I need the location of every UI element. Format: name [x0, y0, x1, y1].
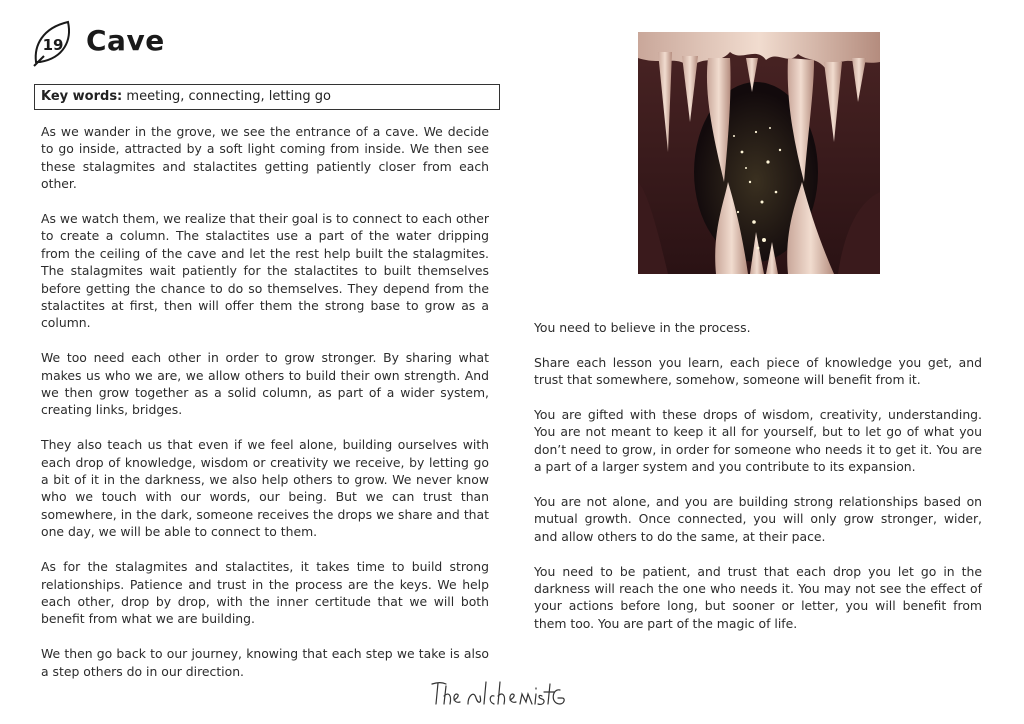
- keywords-box: [34, 84, 500, 110]
- paragraph: Share each lesson you learn, each piece of knowledge you get, and trust that somewhere, somehow, someone will benefit from it.: [534, 354, 982, 388]
- right-column-text: [534, 319, 982, 650]
- left-column-text: [41, 123, 489, 697]
- leaf-number-icon: [30, 18, 76, 68]
- paragraph: You need to believe in the process.: [534, 320, 751, 335]
- paragraph: As for the stalagmites and stalactites, it takes time to build strong relationships. Patience and trust in the process are the keys. We help each other, drop by drop, with the inner certitude that we will both benefit from what we are building.: [41, 559, 489, 627]
- paragraph: We too need each other in order to grow stronger. By sharing what makes us who we are, we allow others to build their own strength. And we then grow together as a solid column, as part of a wider system, creating links, bridges.: [41, 350, 489, 418]
- paragraph: As we watch them, we realize that their goal is to connect to each other to create a column. The stalactites use a part of the water dripping from the ceiling of the cave and let the rest help built the stalagmites. The stalagmites wait patiently for the stalactites to built themselves before getting the chance to do so themselves. They depend from the stalactites at first, then will offer them the strong base to grow as a column.: [41, 211, 489, 331]
- paragraph: As we wander in the grove, we see the entrance of a cave. We decide to go inside, attracted by a soft light coming from inside. We then see these stalagmites and stalactites getting patiently closer from each other.: [41, 124, 489, 192]
- paragraph: You are gifted with these drops of wisdom, creativity, understanding. You are not meant to keep it all for yourself, but to let go of what you don’t need to grow, in order for someone who needs it to get it. You are a part of a larger system and you contribute to its expansion.: [534, 407, 982, 475]
- paragraph: We then go back to our journey, knowing that each step we take is also a step others do in our direction.: [41, 646, 489, 679]
- paragraph: You need to be patient, and trust that each drop you let go in the darkness will reach the one who needs it. You may not see the effect of your actions before long, but sooner or letter, you will benefit from them too. You are part of the magic of life.: [534, 563, 982, 631]
- cave-illustration: [638, 32, 880, 274]
- paragraph: They also teach us that even if we feel alone, building ourselves with each drop of knowledge, wisdom or creativity we receive, by letting go a bit of it in the darkness, we also help others to grow. We never know who we touch with our words, our being. But we can trust than somewhere, in the dark, someone receives the drops we share and that one day, we will be able to connect to them.: [41, 437, 489, 540]
- signature-text: The alchemist Grove: [428, 676, 439, 677]
- paragraph: You are not alone, and you are building strong relationships based on mutual growth. Once connected, you will only grow stronger, wider, and allow others to do the same, at their pace.: [534, 494, 982, 544]
- page-number: 19: [42, 36, 64, 54]
- keywords-label: Key words:: [41, 89, 123, 104]
- keywords-text: meeting, connecting, letting go: [126, 89, 331, 104]
- alchemist-grove-signature: [428, 676, 574, 712]
- page-title: Cave: [86, 24, 165, 57]
- page-header: [30, 18, 330, 68]
